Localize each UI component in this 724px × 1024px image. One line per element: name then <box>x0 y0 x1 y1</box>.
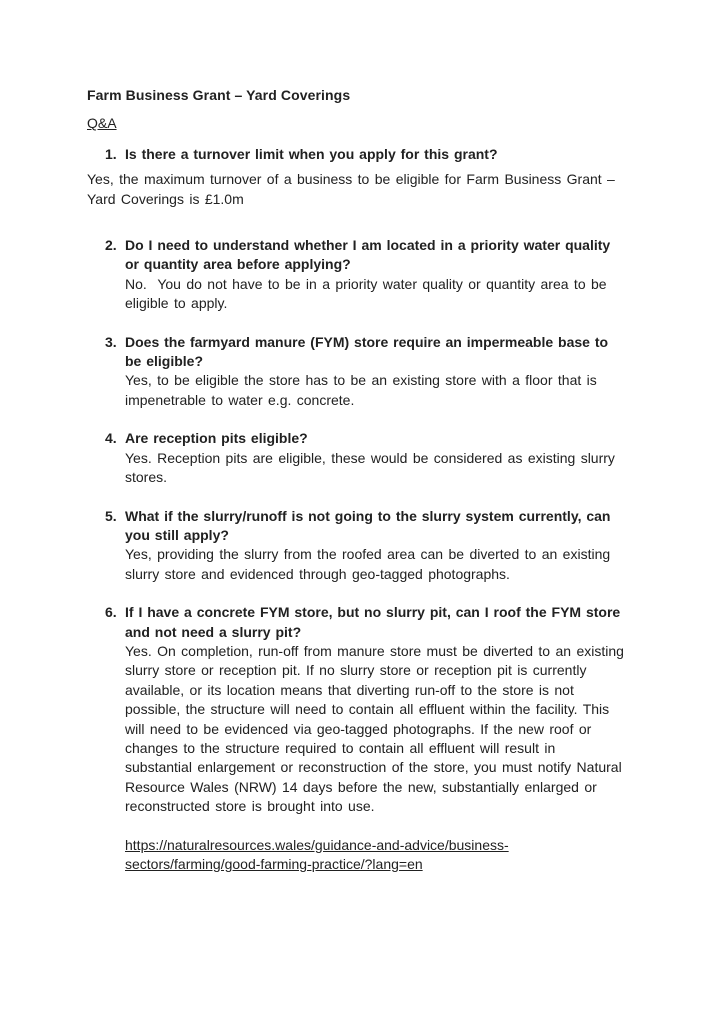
question-body <box>125 333 627 411</box>
question-text: Does the farmyard manure (FYM) store require an impermeable base to be eligible? <box>125 333 613 370</box>
question-text: Do I need to understand whether I am located in a priority water quality or quantity area before applying? <box>125 237 616 273</box>
question-text: What if the slurry/runoff is not going to the slurry system currently, can you still apply? <box>125 507 616 543</box>
guidance-link[interactable]: https://naturalresources.wales/guidance-and-advice/business-sectors/farming/good-farming-practice/?lang=en <box>125 836 509 872</box>
question-body <box>125 429 627 487</box>
question-number: 3. <box>105 333 117 350</box>
answer-1-paragraph: Yes, the maximum turnover of a business to be eligible for Farm Business Grant – Yard Coverings is £1.0m <box>87 171 620 207</box>
question-number: 6. <box>105 604 117 621</box>
question-body <box>125 507 627 585</box>
question-text: Are reception pits eligible? <box>125 430 308 447</box>
answer-text: Yes, to be eligible the store has to be an existing store with a floor that is impenetrable to water e.g. concrete. <box>125 372 603 408</box>
question-text: Is there a turnover limit when you apply for this grant? <box>125 145 498 162</box>
qa-item-3 <box>87 333 632 411</box>
question-text: If I have a concrete FYM store, but no slurry pit, can I roof the FYM store and not need a slurry pit? <box>125 604 626 640</box>
qa-item-4 <box>87 429 632 487</box>
question-body <box>125 603 630 816</box>
qa-item-5 <box>87 507 632 585</box>
question-number: 2. <box>105 237 117 254</box>
answer-text: Yes. Reception pits are eligible, these would be considered as existing slurry stores. <box>125 449 621 486</box>
question-body <box>125 145 627 164</box>
question-number: 4. <box>105 430 117 447</box>
qa-item-1 <box>87 145 632 164</box>
document-title: Farm Business Grant – Yard Coverings <box>87 87 351 103</box>
answer-text: No. You do not have to be in a priority water quality or quantity area to be eligible to apply. <box>125 275 612 312</box>
question-number: 1. <box>105 145 117 162</box>
answer-text: Yes, providing the slurry from the roofed area can be diverted to an existing slurry store and evidenced through geo-tagged photographs. <box>125 546 616 582</box>
answer-text: Yes. On completion, run-off from manure store must be diverted to an existing slurry store or reception pit. If no slurry store or reception pit is currently available, or its location means that diverting run-off to the store is not possible, the structure will need to contain all effluent within the facility. This will need to be evidenced via geo-tagged photographs. If the new roof or changes to the structure required to contain all effluent will result in substantial enlargement or reconstruction of the store, you must notify Natural Resource Wales (NRW) 14 days before the new, substantially enlarged or reconstructed store is brought into use. <box>125 642 630 815</box>
section-heading-qa: Q&A <box>87 115 117 132</box>
qa-list <box>87 145 632 875</box>
question-number: 5. <box>105 507 117 524</box>
qa-item-6 <box>87 603 632 816</box>
qa-item-2 <box>87 236 632 314</box>
question-body <box>125 236 627 314</box>
